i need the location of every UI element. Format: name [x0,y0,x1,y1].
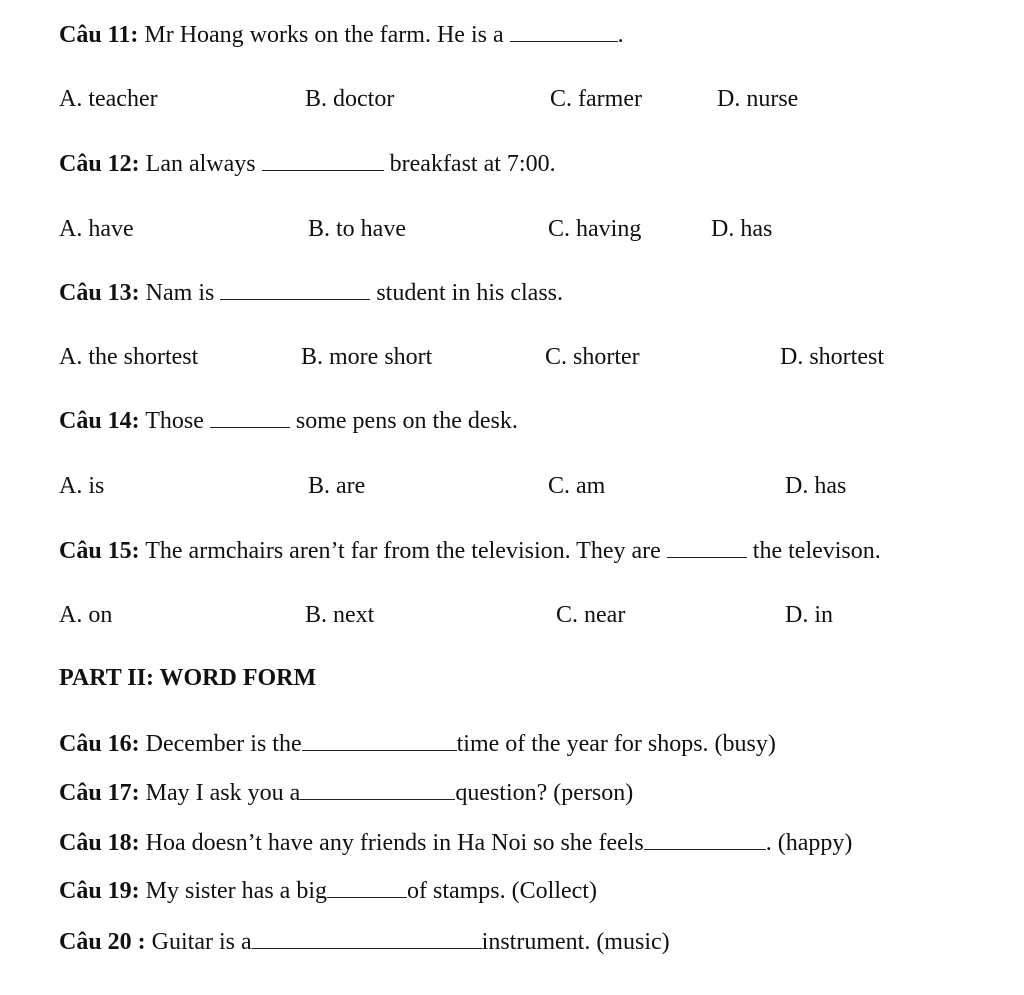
option-c: C. farmer [550,86,642,112]
answer-blank [220,281,370,300]
option-b: B. more short [301,344,433,370]
question-text-before: Guitar is a [145,929,252,955]
question-12 [59,149,556,179]
option-a: A. on [59,602,113,628]
option-c: C. am [548,473,606,499]
option-b: B. doctor [305,86,395,112]
option-c: C. shorter [545,344,640,370]
question-text-after: student in his class. [370,280,563,306]
question-label: Câu 20 : [59,929,146,955]
question-19 [59,876,597,906]
option-a: A. is [59,473,105,499]
question-label: Câu 18: [59,830,140,856]
question-text-before: May I ask you a [139,780,301,806]
question-text-before: Mr Hoang works on the farm. He is a [138,22,510,48]
option-a: A. have [59,216,134,242]
answer-blank [252,930,482,949]
option-d: D. has [785,473,847,499]
question-11 [59,20,624,50]
answer-blank [667,539,747,558]
question-text-before: Lan always [139,151,262,177]
section-title: PART II: WORD FORM [59,665,317,691]
question-14 [59,406,518,436]
question-label: Câu 15: [59,538,140,564]
question-text-after: breakfast at 7:00. [383,151,556,177]
question-label: Câu 13: [59,280,140,306]
question-label: Câu 12: [59,151,140,177]
question-text-before: Hoa doesn’t have any friends in Ha Noi so she feels [139,830,644,856]
option-b: B. are [308,473,366,499]
option-a: A. the shortest [59,344,199,370]
question-20 [59,927,670,957]
answer-blank [302,732,457,751]
question-label: Câu 16: [59,731,140,757]
question-text-after: instrument. (music) [481,929,670,955]
answer-blank [644,831,766,850]
answer-blank [210,409,290,428]
option-c: C. having [548,216,642,242]
question-text-before: The armchairs aren’t far from the television. They are [139,538,667,564]
answer-blank [327,879,407,898]
question-text-after: of stamps. (Collect) [406,878,597,904]
option-d: D. in [785,602,833,628]
question-16 [59,729,776,759]
question-text-after: question? (person) [455,780,634,806]
question-text-before: Those [139,408,210,434]
option-d: D. shortest [780,344,884,370]
question-13 [59,278,563,308]
question-label: Câu 14: [59,408,140,434]
option-c: C. near [556,602,626,628]
question-label: Câu 19: [59,878,140,904]
question-text-after: some pens on the desk. [289,408,518,434]
question-18 [59,828,852,858]
option-b: B. next [305,602,375,628]
answer-blank [300,781,455,800]
option-d: D. nurse [717,86,799,112]
question-text-before: December is the [139,731,302,757]
question-text-before: Nam is [139,280,221,306]
question-label: Câu 11: [59,22,139,48]
answer-blank [510,23,618,42]
question-text-after: the televison. [746,538,881,564]
question-text-before: My sister has a big [139,878,327,904]
question-text-after: . (happy) [765,830,853,856]
question-label: Câu 17: [59,780,140,806]
question-text-after: time of the year for shops. (busy) [456,731,776,757]
answer-blank [262,152,384,171]
option-a: A. teacher [59,86,158,112]
question-15 [59,536,881,566]
option-d: D. has [711,216,773,242]
question-17 [59,778,633,808]
question-text-after: . [617,22,624,48]
option-b: B. to have [308,216,406,242]
